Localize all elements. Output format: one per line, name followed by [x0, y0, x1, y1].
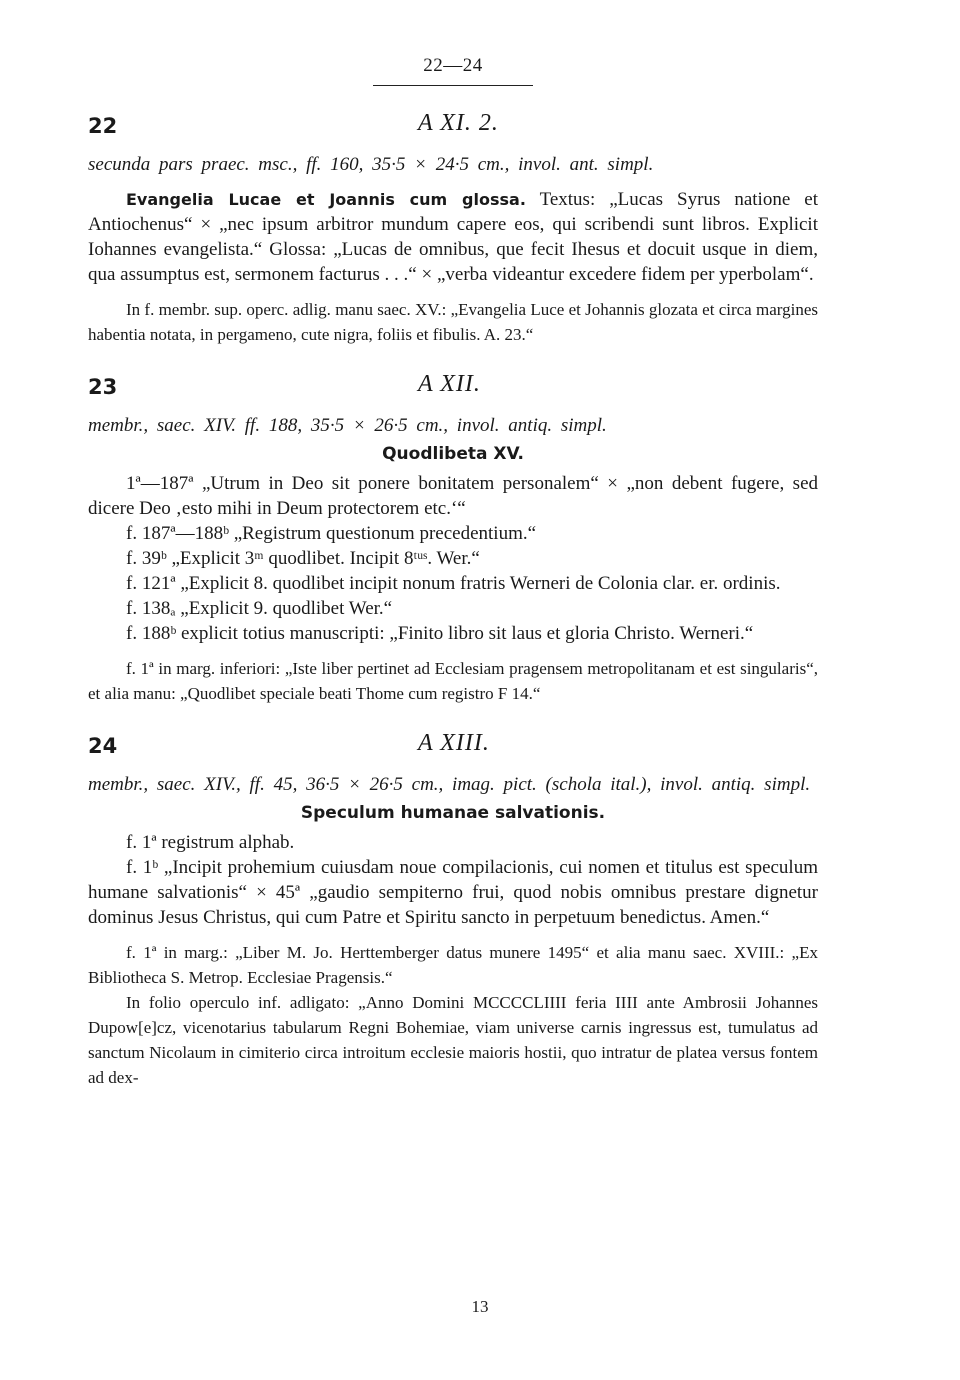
page-number: 13 [471, 1297, 489, 1316]
entry-number: 24 [88, 734, 118, 758]
entry-heading [88, 369, 818, 409]
physical-description: membr., saec. XIV., ff. 45, 36·5 × 26·5 cm., imag. pict. (schola ital.), invol. antiq. simpl. [88, 774, 811, 795]
head-rule [373, 85, 533, 86]
binding-note: In f. membr. sup. operc. adlig. manu saec. XV.: „Evangelia Luce et Johannis glozata et circa margines habentia notata, in pergameno, cute nigra, foliis et fibulis. A. 23.“ [88, 300, 818, 344]
shelf-signature: A XIII. [418, 730, 490, 756]
content-line: f. 39ᵇ „Explicit 3ᵐ quodlibet. Incipit 8ᵗᵘˢ. Wer.“ [126, 548, 480, 569]
shelf-signature: A XI. 2. [418, 110, 499, 136]
entry-heading [88, 108, 818, 148]
entry-number: 23 [88, 375, 118, 399]
entry-text: Textus: „Lucas Syrus natione et Antiochenus“ × „nec ipsum arbitror mundum capere eos, qui scribendi sunt libros. Explicit Iohannes evangelista.“ Glossa: „Lucas de omnibus, que fecit Ihesus et docuit usque in diem, qua assumptus est, sermonem facturus . . .“ × „verba videantur excedere fidem per yperbolam“. [88, 189, 818, 285]
margin-note: f. 1ª in marg.: „Liber M. Jo. Herttemberger datus munere 1495“ et alia manu saec. XVIII.: „Ex Bibliotheca S. Metrop. Ecclesiae Pragensis.“ [88, 943, 818, 987]
shelf-signature: A XII. [418, 371, 481, 397]
entry-number: 22 [88, 114, 118, 138]
content-line: 1ª—187ª „Utrum in Deo sit ponere bonitatem personalem“ × „non debent fugere, sed dicere Deo ‚esto mihi in Deum protectorem etc.‘“ [88, 473, 818, 519]
entry-heading [88, 728, 818, 768]
cover-note: In folio operculo inf. adligato: „Anno Domini MCCCCLIIII feria IIII ante Ambrosii Johannes Dupow[e]cz, vicenotarius tabularum Regni Bohemiae, viam universe carnis ingressus est, tumulatus ad sanctum Nicolaum in cimiterio circa introitum ecclesie maioris hostii, quo intratur de platea versus fontem ad dex- [88, 993, 818, 1087]
content-line: f. 121ª „Explicit 8. quodlibet incipit nonum fratris Werneri de Colonia clar. er. ordinis. [126, 573, 781, 594]
entry-body [88, 187, 818, 287]
physical-description: secunda pars praec. msc., ff. 160, 35·5 × 24·5 cm., invol. ant. simpl. [88, 154, 654, 175]
running-head: 22—24 [423, 55, 483, 76]
content-line: f. 1ª registrum alphab. [126, 832, 295, 853]
margin-note: f. 1ª in marg. inferiori: „Iste liber pertinet ad Ecclesiam pragensem metropolitanam et est singularis“, et alia manu: „Quodlibet speciale beati Thome cum registro F 14.“ [88, 659, 818, 703]
catalogue-page [88, 55, 818, 1090]
entry-22 [88, 108, 818, 347]
work-title: Quodlibeta XV. [382, 444, 524, 464]
content-line: f. 138ₐ „Explicit 9. quodlibet Wer.“ [126, 598, 393, 619]
entry-24 [88, 728, 818, 1090]
content-line: f. 1ᵇ „Incipit prohemium cuiusdam noue compilacionis, cui nomen et titulus est speculum humane salvationis“ × 45ª „gaudio sempiterno frui, quod nobis omnibus prestare dignetur dominus Jesus Christus, qui cum Patre et Spiritu sancto in perpetuum benedictus. Amen.“ [88, 857, 818, 928]
content-line: f. 187ª—188ᵇ „Registrum questionum precedentium.“ [126, 523, 537, 544]
physical-description: membr., saec. XIV. ff. 188, 35·5 × 26·5 cm., invol. antiq. simpl. [88, 415, 607, 436]
entry-23 [88, 369, 818, 706]
work-title: Speculum humanae salvationis. [300, 803, 606, 823]
content-line: f. 188ᵇ explicit totius manuscripti: „Finito libro sit laus et gloria Christo. Werneri.“ [126, 623, 754, 644]
work-title: Evangelia Lucae et Joannis cum glossa. [126, 190, 526, 209]
